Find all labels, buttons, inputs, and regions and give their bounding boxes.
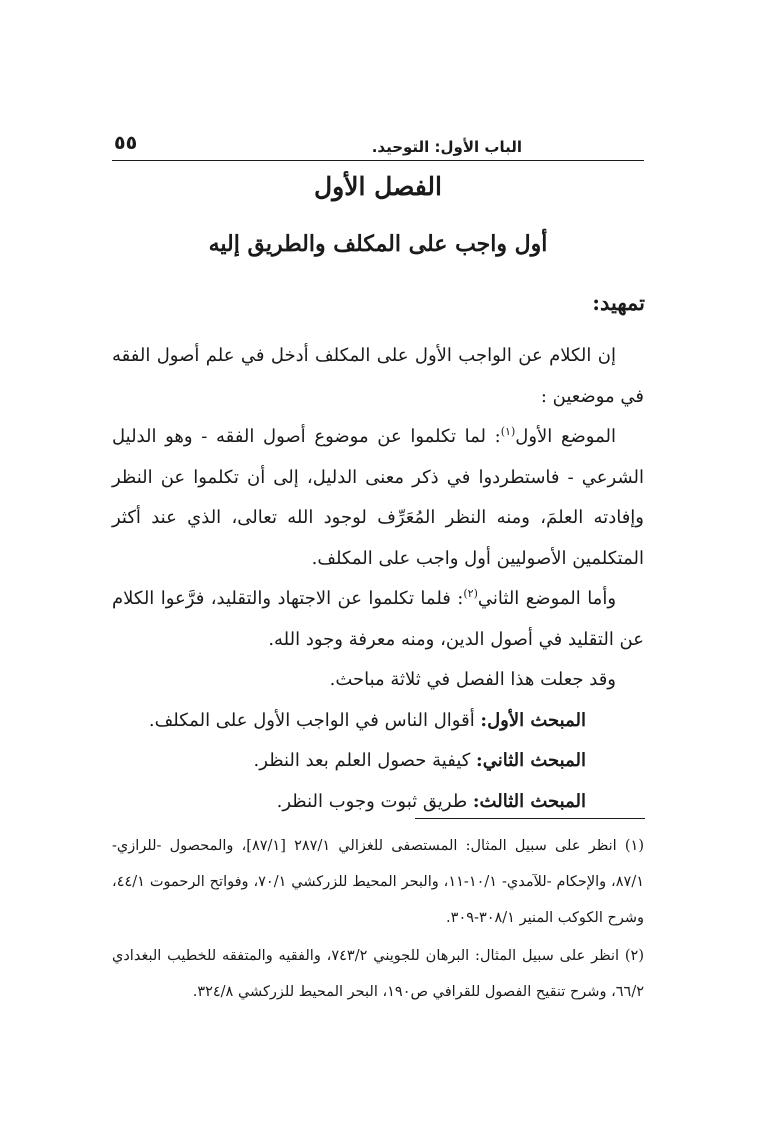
section-text: كيفية حصول العلم بعد النظر. — [253, 750, 477, 771]
list-item — [112, 701, 644, 742]
section-label: المبحث الثاني: — [476, 750, 586, 771]
paragraph-second-place — [112, 579, 644, 660]
footnote-1: (١) انظر على سبيل المثال: المستصفى للغزالي ٢٨٧/١ [٨٧/١]، والمحصول -للرازي- ٨٧/١، والإحكام -للآمدي- ١٠/١-١١، والبحر المحيط للزركشي ٧٠/١، وفواتح الرحموت ٤٤/١، وشرح الكوكب المنير ٣٠٨/١-٣٠٩. — [112, 838, 644, 926]
body-text — [112, 336, 644, 822]
running-title: الباب الأول: التوحيد. — [371, 138, 522, 156]
list-item — [112, 741, 644, 782]
section-label: المبحث الثالث: — [472, 790, 586, 812]
page-number: ٥٥ — [114, 132, 138, 154]
second-place-text: : فلما تكلموا عن الاجتهاد والتقليد، فرَّعوا الكلام عن التقليد في أصول الدين، ومنه معرفة وجود الله. — [112, 588, 644, 650]
section-text: طريق ثبوت وجوب النظر. — [276, 790, 473, 812]
running-header — [112, 132, 644, 161]
paragraph-plan: وقد جعلت هذا الفصل في ثلاثة مباحث. — [329, 669, 616, 690]
footnote-ref-2[interactable]: (٢) — [463, 587, 478, 600]
first-place-lead: الموضع الأول — [515, 426, 616, 447]
footnote-separator — [415, 818, 645, 819]
footnotes — [112, 828, 644, 1012]
paragraph-first-place — [112, 417, 644, 579]
chapter-title: الفصل الأول — [314, 172, 442, 201]
footnote-ref-1[interactable]: (١) — [500, 425, 516, 438]
footnote-2: (٢) انظر على سبيل المثال: البرهان للجويني ٧٤٣/٢، والفقيه والمتفقه للخطيب البغدادي ٦٦/٢، وشرح تنقيح الفصول للقرافي ص١٩٠، البحر المحيط للزركشي ٣٢٤/٨. — [112, 948, 644, 1000]
section-list — [112, 701, 644, 823]
section-label: المبحث الأول: — [480, 709, 586, 731]
second-place-lead: وأما الموضع الثاني — [477, 588, 617, 609]
first-place-text: : لما تكلموا عن موضوع أصول الفقه - وهو الدليل الشرعي - فاستطردوا في ذكر معنى الدليل، إلى أن تكلموا عن النظر وإفادته العلمَ، ومنه النظر المُعَرِّف لوجود الله تعالى، الذي عند أكثر المتكلمين الأصوليين أول واجب على المكلف. — [112, 426, 644, 569]
chapter-subtitle: أول واجب على المكلف والطريق إليه — [208, 231, 548, 257]
paragraph-intro: إن الكلام عن الواجب الأول على المكلف أدخل في علم أصول الفقه في موضعين : — [112, 345, 644, 407]
intro-heading: تمهيد: — [592, 290, 645, 315]
section-text: أقوال الناس في الواجب الأول على المكلف. — [148, 709, 481, 731]
list-item — [112, 782, 644, 823]
